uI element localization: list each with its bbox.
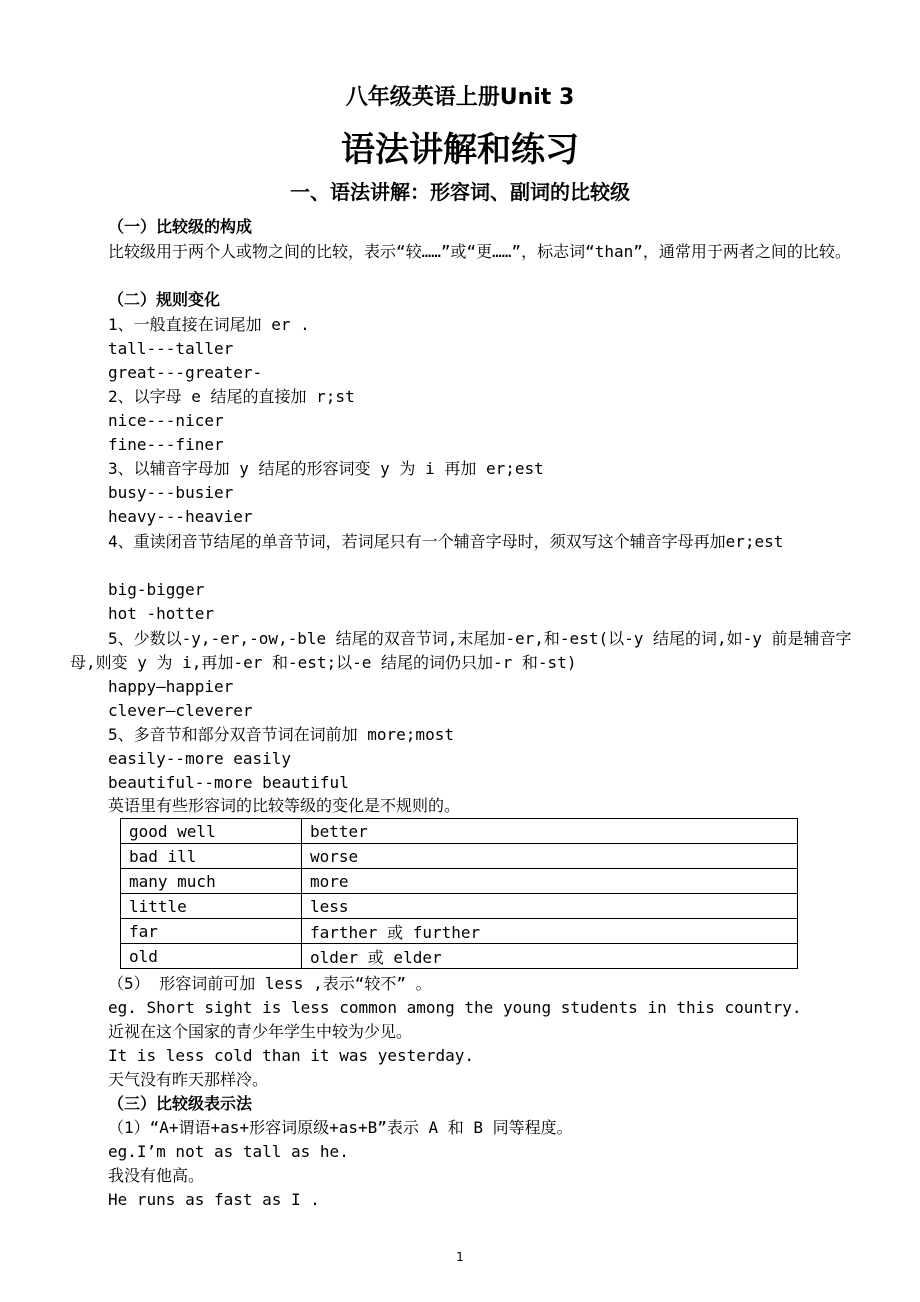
- example-line: beautiful--more beautiful: [108, 773, 349, 792]
- table-cell-comparative: better: [302, 819, 798, 844]
- table-cell-base: little: [121, 894, 302, 919]
- table-row: [121, 819, 798, 844]
- example-line: nice---nicer: [108, 411, 224, 430]
- table-cell-comparative: farther 或 further: [302, 919, 798, 944]
- example-line: happy—happier: [108, 677, 234, 696]
- example-line: tall---taller: [108, 339, 234, 358]
- table-row: [121, 919, 798, 944]
- section-title: 一、语法讲解：形容词、副词的比较级: [290, 180, 630, 204]
- part2-heading: （二）规则变化: [108, 290, 221, 309]
- table-cell-base: old: [121, 944, 302, 969]
- page-number: 1: [456, 1250, 464, 1264]
- example-line: easily--more easily: [108, 749, 292, 768]
- example-sentence: eg.I’m not as tall as he.: [108, 1142, 349, 1161]
- irregular-intro: 英语里有些形容词的比较等级的变化是不规则的。: [108, 796, 461, 815]
- document-subtitle: 语法讲解和练习: [341, 130, 579, 170]
- example-sentence: It is less cold than it was yesterday.: [108, 1046, 475, 1065]
- example-translation: 我没有他高。: [108, 1166, 205, 1185]
- table-cell-base: good well: [121, 819, 302, 844]
- document-title: 八年级英语上册Unit 3: [345, 85, 575, 110]
- table-cell-comparative: less: [302, 894, 798, 919]
- table-cell-base: far: [121, 919, 302, 944]
- example-line: heavy---heavier: [108, 507, 253, 526]
- rule-line: 5、多音节和部分双音节词在词前加 more;most: [108, 725, 454, 744]
- example-translation: 天气没有昨天那样冷。: [108, 1070, 269, 1089]
- table-cell-comparative: more: [302, 869, 798, 894]
- rule-line: （1）“A+谓语+as+形容词原级+as+B”表示 A 和 B 同等程度。: [108, 1118, 573, 1137]
- irregular-comparison-table: [120, 818, 798, 969]
- part3-heading: （三）比较级表示法: [108, 1094, 253, 1113]
- rule5-paragraph: 5、少数以-y,-er,-ow,-ble 结尾的双音节词,末尾加-er,和-est(以-y 结尾的词,如-y 前是辅音字母,则变 y 为 i,再加-er 和-est;以-e 结尾的词仍只加-r 和-st): [70, 629, 852, 672]
- example-line: great---greater-: [108, 363, 263, 382]
- example-sentence: eg. Short sight is less common among the young students in this country.: [108, 998, 802, 1017]
- example-line: clever—cleverer: [108, 701, 253, 720]
- rule-line: 3、以辅音字母加 y 结尾的形容词变 y 为 i 再加 er;est: [108, 459, 544, 478]
- example-sentence: He runs as fast as I .: [108, 1190, 320, 1209]
- part1-paragraph: 比较级用于两个人或物之间的比较，表示“较……”或“更……”，标志词“than”，通常用于两者之间的比较。: [108, 242, 851, 261]
- part1-heading: （一）比较级的构成: [108, 217, 253, 236]
- table-row: [121, 869, 798, 894]
- rule4-paragraph: 4、重读闭音节结尾的单音节词，若词尾只有一个辅音字母时，须双写这个辅音字母再加er;est: [108, 532, 784, 551]
- example-line: fine---finer: [108, 435, 224, 454]
- example-line: busy---busier: [108, 483, 234, 502]
- rule-line: 2、以字母 e 结尾的直接加 r;st: [108, 387, 355, 406]
- example-line: hot -hotter: [108, 604, 214, 623]
- table-cell-comparative: worse: [302, 844, 798, 869]
- table-cell-comparative: older 或 elder: [302, 944, 798, 969]
- table-cell-base: many much: [121, 869, 302, 894]
- table-cell-base: bad ill: [121, 844, 302, 869]
- table-row: [121, 944, 798, 969]
- table-row: [121, 844, 798, 869]
- example-translation: 近视在这个国家的青少年学生中较为少见。: [108, 1022, 413, 1041]
- example-line: big-bigger: [108, 580, 205, 599]
- table-row: [121, 894, 798, 919]
- rule-line: 1、一般直接在词尾加 er .: [108, 315, 310, 334]
- less-rule: （5） 形容词前可加 less ,表示“较不” 。: [108, 974, 432, 993]
